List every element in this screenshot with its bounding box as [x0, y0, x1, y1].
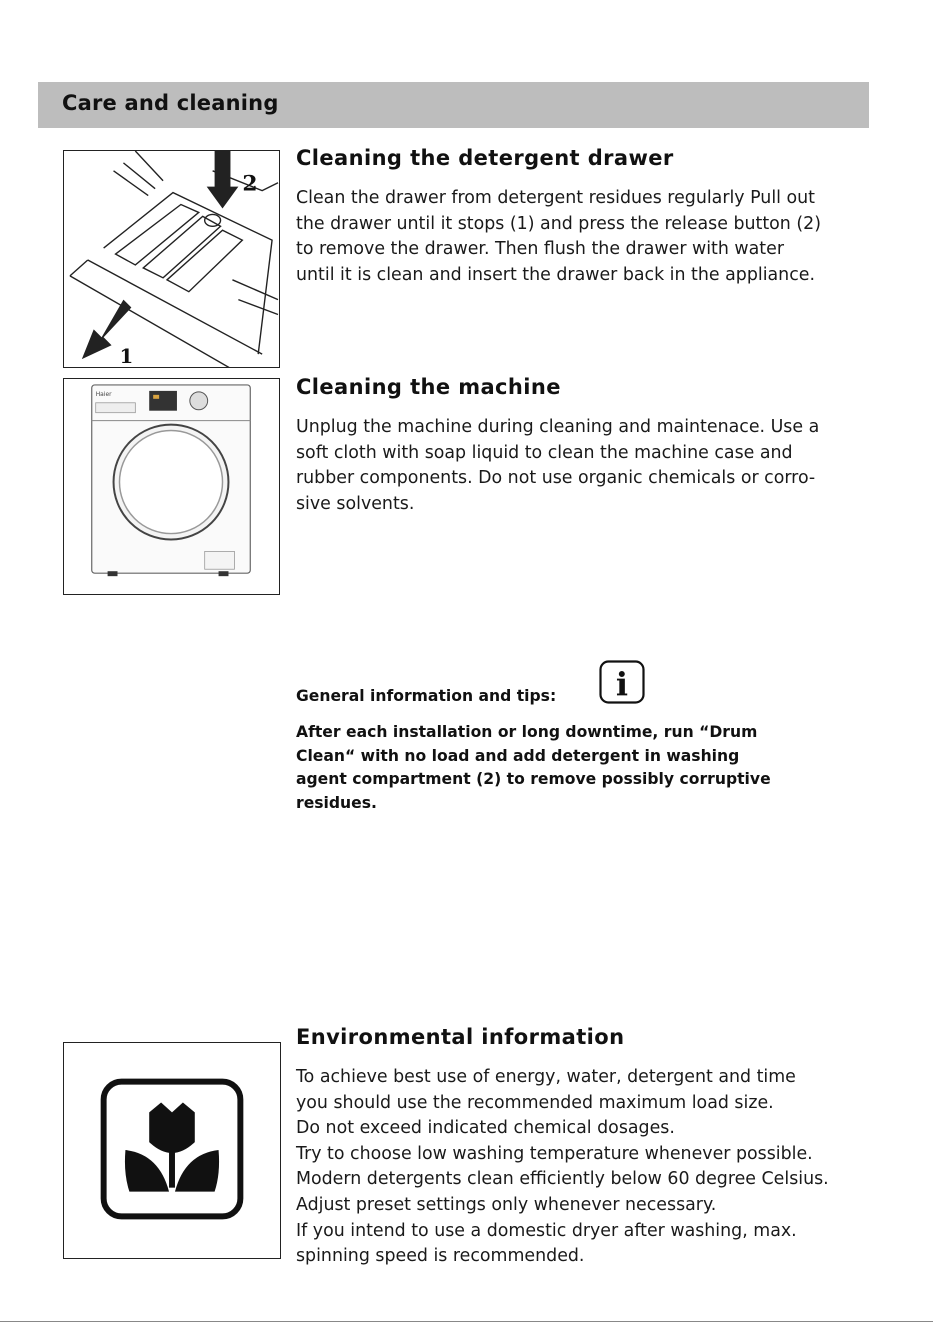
- text-line: Unplug the machine during cleaning and maintenace. Use a: [296, 417, 820, 437]
- text-line: If you intend to use a domestic dryer after washing, max.: [296, 1220, 797, 1241]
- environment-section-text: [296, 1065, 829, 1270]
- machine-section-text: [296, 415, 819, 517]
- text-line: to remove the drawer. Then flush the drawer with water: [296, 239, 784, 260]
- drawer-section-text: [296, 186, 821, 288]
- step-1-label: 1: [119, 344, 134, 367]
- page-bottom-rule: [0, 1321, 933, 1322]
- info-icon-glyph: i: [615, 665, 629, 703]
- text-line: soft cloth with soap liquid to clean the machine case and: [296, 442, 793, 463]
- detergent-drawer-illustration: [63, 150, 280, 368]
- machine-section-title: Cleaning the machine: [296, 375, 561, 399]
- text-line: the drawer until it stops (1) and press the release button (2): [296, 213, 821, 234]
- text-line: residues.: [296, 793, 377, 812]
- machine-drawing: [64, 379, 279, 594]
- text-line: rubber components. Do not use organic chemicals or corro-: [296, 468, 816, 489]
- text-line: After each installation or long downtime, run “Drum: [296, 723, 758, 741]
- text-line: To achieve best use of energy, water, detergent and time: [296, 1067, 796, 1087]
- tulip-icon: [64, 1043, 280, 1258]
- text-line: agent compartment (2) to remove possibly corruptive: [296, 770, 771, 788]
- brand-label: Haier: [95, 390, 112, 398]
- text-line: Try to choose low washing temperature whenever possible.: [296, 1143, 813, 1164]
- text-line: sive solvents.: [296, 493, 415, 514]
- tips-text: [296, 721, 771, 815]
- text-line: you should use the recommended maximum load size.: [296, 1092, 774, 1113]
- page-title: Care and cleaning: [62, 91, 279, 115]
- environment-section-title: Environmental information: [296, 1025, 625, 1049]
- environment-illustration: [63, 1042, 281, 1259]
- text-line: Do not exceed indicated chemical dosages.: [296, 1118, 675, 1139]
- text-line: Modern detergents clean efficiently below 60 degree Celsius.: [296, 1169, 829, 1190]
- text-line: until it is clean and insert the drawer back in the appliance.: [296, 264, 815, 285]
- drawer-drawing: [64, 151, 279, 367]
- text-line: Adjust preset settings only whenever necessary.: [296, 1194, 717, 1215]
- step-2-label: 2: [242, 171, 258, 197]
- drawer-section-title: Cleaning the detergent drawer: [296, 146, 674, 170]
- washing-machine-illustration: [63, 378, 280, 595]
- text-line: spinning speed is recommended.: [296, 1246, 585, 1267]
- text-line: Clean“ with no load and add detergent in washing: [296, 746, 740, 765]
- info-icon: [599, 660, 645, 704]
- text-line: Clean the drawer from detergent residues regularly Pull out: [296, 188, 816, 208]
- section-header-bar: [38, 82, 869, 128]
- tips-label: General information and tips:: [296, 687, 557, 705]
